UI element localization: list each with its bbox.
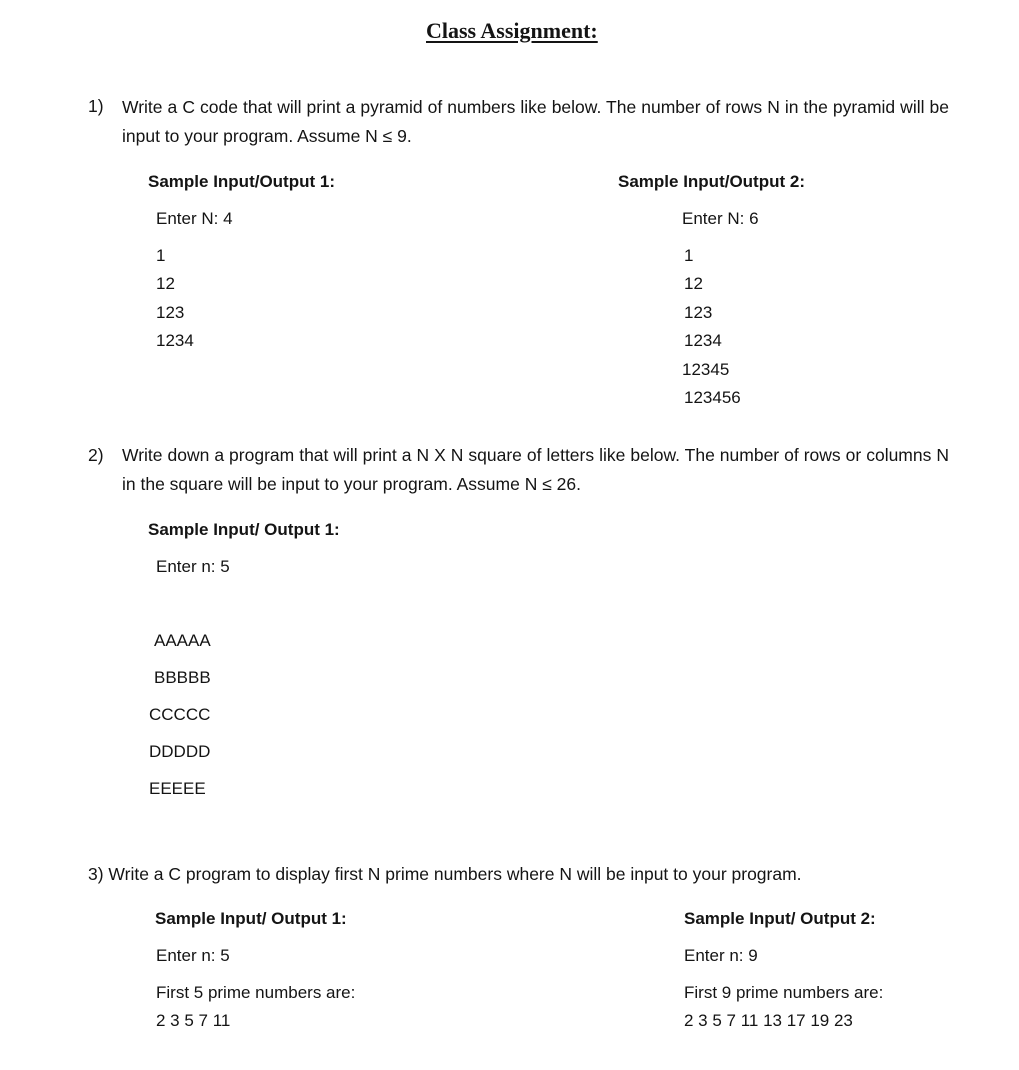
q3-text: 3) Write a C program to display first N prime numbers where N will be input to your program.	[88, 864, 802, 884]
q1-sample1-output-line: 1	[156, 246, 166, 265]
q1-sample1-output-line: 12	[156, 274, 175, 293]
q2-sample1-output-line: AAAAA	[154, 631, 211, 650]
q3-sample1-input: Enter n: 5	[156, 946, 230, 965]
q1-sample1-heading: Sample Input/Output 1:	[148, 172, 335, 191]
q3-sample2-heading: Sample Input/ Output 2:	[684, 909, 876, 928]
q3-sample2-result-values: 2 3 5 7 11 13 17 19 23	[684, 1011, 853, 1030]
q1-sample1-input: Enter N: 4	[156, 209, 233, 228]
q1-text: Write a C code that will print a pyramid of numbers like below. The number of rows N in the pyramid will be input to your program. Assume N ≤ 9.	[122, 97, 949, 146]
q1-number: 1)	[88, 96, 104, 116]
q3-sample2-result-label: First 9 prime numbers are:	[684, 983, 884, 1002]
q1-sample2-output-line: 12	[684, 274, 703, 293]
q1-sample2-output-line: 12345	[682, 360, 730, 379]
q3-sample1-heading: Sample Input/ Output 1:	[155, 909, 347, 928]
q2-sample1-output-line: BBBBB	[154, 668, 211, 687]
q2-number: 2)	[88, 445, 104, 465]
q2-sample1-heading: Sample Input/ Output 1:	[148, 520, 340, 539]
q1-sample1-output-line: 1234	[156, 331, 194, 350]
q1-sample2-output-line: 123	[684, 303, 713, 322]
q2-sample1-output-line: EEEEE	[149, 779, 206, 798]
q1-sample1-output-line: 123	[156, 303, 185, 322]
q3-sample1-result-label: First 5 prime numbers are:	[156, 983, 356, 1002]
q2-sample1-input: Enter n: 5	[156, 557, 230, 576]
q3-sample1-result-values: 2 3 5 7 11	[156, 1011, 231, 1030]
q1-sample2-output-line: 123456	[684, 388, 741, 407]
q1-sample2-heading: Sample Input/Output 2:	[618, 172, 805, 191]
q2-sample1-output-line: DDDDD	[149, 742, 211, 761]
q1-sample2-output-line: 1	[684, 246, 694, 265]
q2-text: Write down a program that will print a N X N square of letters like below. The number of rows or columns N in the square will be input to your program. Assume N ≤ 26.	[122, 445, 949, 494]
q1-sample2-output-line: 1234	[684, 331, 722, 350]
q2-sample1-output-line: CCCCC	[149, 705, 211, 724]
q3-sample2-input: Enter n: 9	[684, 946, 758, 965]
page-title: Class Assignment:	[426, 18, 598, 43]
q1-sample2-input: Enter N: 6	[682, 209, 759, 228]
